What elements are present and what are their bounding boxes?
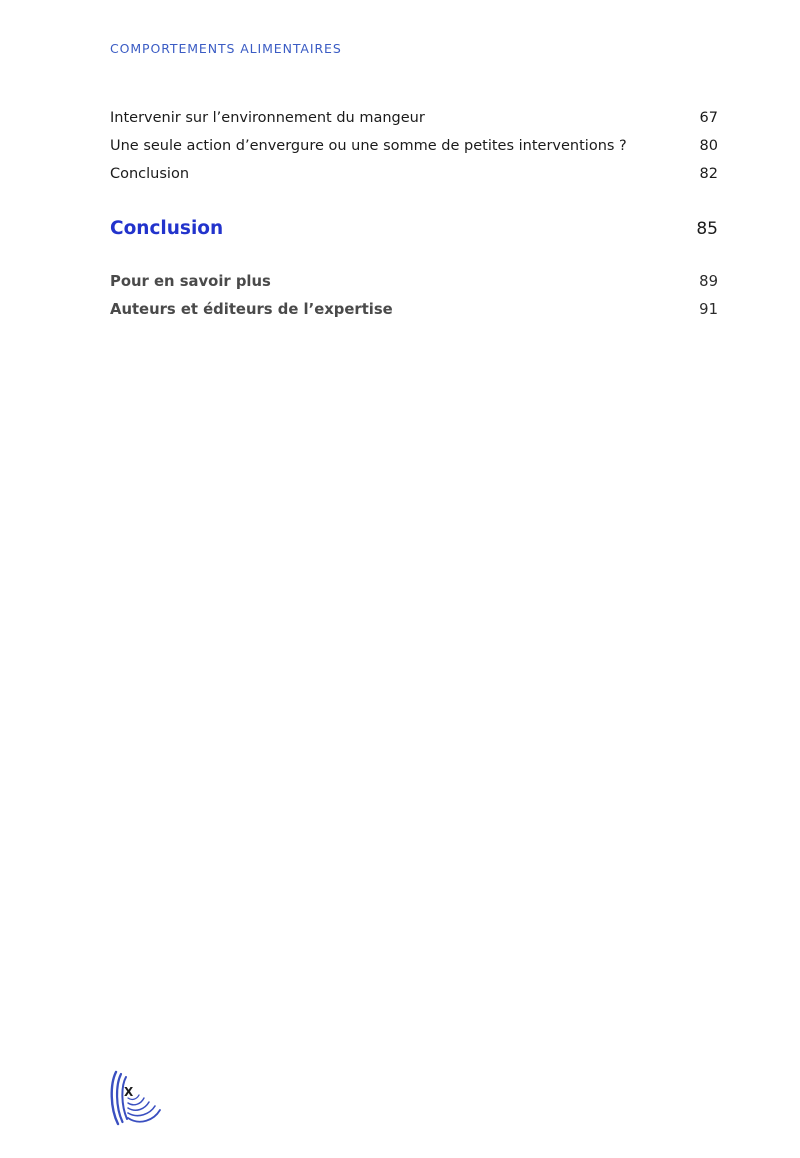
toc-group-spacer	[110, 244, 718, 268]
folio-number: X	[124, 1085, 134, 1099]
toc-entry[interactable]	[110, 160, 718, 188]
toc-entry-page: 80	[699, 138, 718, 154]
toc-entry-label: Conclusion	[110, 218, 224, 239]
toc-entry-label: Auteurs et éditeurs de l’expertise	[110, 301, 393, 318]
toc-entry-label: Une seule action d’envergure ou une somme de petites interventions ?	[110, 138, 627, 154]
toc-entry-page: 82	[699, 166, 718, 182]
toc-entry-page: 85	[696, 219, 718, 239]
toc-entry[interactable]	[110, 132, 718, 160]
toc-entry-chapter[interactable]	[110, 214, 718, 244]
running-head: COMPORTEMENTS ALIMENTAIRES	[110, 41, 342, 56]
table-of-contents	[110, 104, 718, 324]
toc-entry-label: Intervenir sur l’environnement du mangeur	[110, 110, 425, 126]
toc-entry-label: Pour en savoir plus	[110, 273, 271, 290]
toc-entry[interactable]	[110, 104, 718, 132]
toc-entry-backmatter[interactable]	[110, 296, 718, 324]
toc-entry-page: 67	[699, 110, 718, 126]
toc-entry-page: 89	[699, 273, 718, 290]
toc-group-spacer	[110, 188, 718, 214]
toc-entry-backmatter[interactable]	[110, 268, 718, 296]
publisher-logo-icon	[108, 1068, 176, 1130]
toc-entry-label: Conclusion	[110, 166, 190, 182]
toc-entry-page: 91	[699, 301, 718, 318]
